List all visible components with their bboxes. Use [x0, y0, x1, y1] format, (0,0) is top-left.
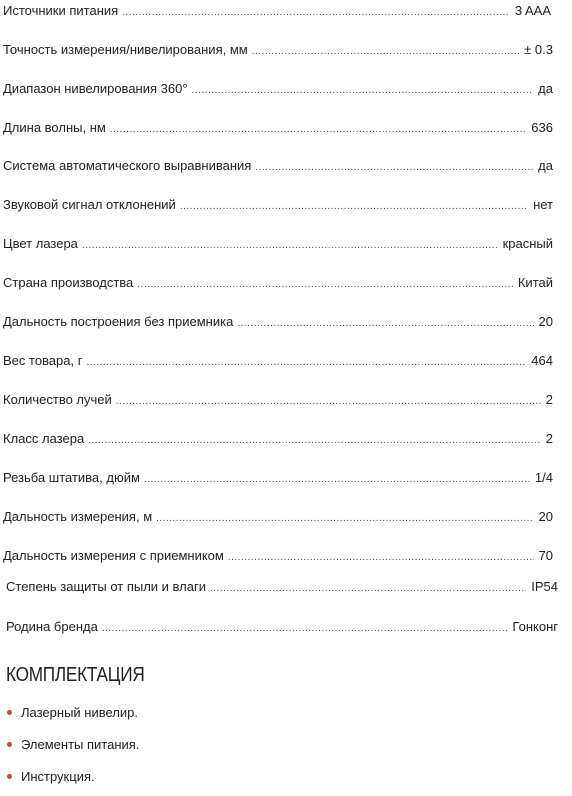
- spec-row: [3, 80, 553, 99]
- spec-value: 20: [538, 509, 553, 524]
- spec-value: 3 AAA: [514, 3, 551, 18]
- spec-row: [3, 41, 553, 60]
- spec-row: [3, 469, 553, 488]
- kit-section-title: КОМПЛЕКТАЦИЯ: [6, 664, 145, 686]
- kit-item-text: Инструкция.: [21, 769, 95, 784]
- leader-dots: [180, 198, 528, 215]
- leader-dots: [237, 315, 533, 332]
- spec-value: 2: [545, 392, 553, 407]
- leader-dots: [110, 121, 526, 138]
- leader-dots: [86, 354, 526, 371]
- spec-row: [3, 235, 553, 254]
- spec-name: Страна производства: [3, 275, 134, 290]
- leader-dots: [116, 393, 541, 410]
- spec-value: красный: [502, 236, 553, 251]
- spec-row: [3, 313, 553, 332]
- list-item: [7, 704, 138, 721]
- leader-dots: [122, 4, 510, 21]
- spec-name: Длина волны, нм: [3, 120, 106, 135]
- leader-dots: [102, 620, 508, 637]
- leader-dots: [82, 237, 498, 254]
- spec-name: Класс лазера: [3, 431, 85, 446]
- spec-row: [6, 578, 558, 597]
- spec-value: нет: [533, 197, 553, 212]
- spec-name: Точность измерения/нивелирования, мм: [3, 42, 248, 57]
- spec-value: да: [538, 81, 553, 96]
- spec-row: [3, 2, 551, 21]
- spec-name: Вес товара, г: [3, 353, 83, 368]
- list-item: [7, 768, 95, 785]
- spec-name: Дальность построения без приемника: [3, 314, 234, 329]
- spec-value: 636: [531, 120, 553, 135]
- bullet-icon: [7, 774, 12, 779]
- spec-name: Звуковой сигнал отклонений: [3, 197, 176, 212]
- kit-item-text: Элементы питания.: [21, 737, 140, 752]
- spec-value: Гонконг: [512, 619, 558, 634]
- spec-row: [3, 547, 553, 566]
- spec-name: Резьба штатива, дюйм: [3, 470, 140, 485]
- spec-name: Источники питания: [3, 3, 119, 18]
- spec-row: [3, 196, 553, 215]
- spec-value: Китай: [517, 275, 553, 290]
- spec-value: IP54: [531, 579, 558, 594]
- spec-row: [3, 119, 553, 138]
- spec-value: да: [538, 158, 553, 173]
- kit-item-text: Лазерный нивелир.: [21, 705, 138, 720]
- spec-row: [3, 274, 553, 293]
- spec-row: [3, 157, 553, 176]
- leader-dots: [156, 510, 533, 527]
- spec-name: Родина бренда: [6, 619, 98, 634]
- spec-name: Дальность измерения, м: [3, 509, 153, 524]
- bullet-icon: [7, 742, 12, 747]
- spec-name: Система автоматического выравнивания: [3, 158, 252, 173]
- spec-row: [6, 618, 558, 637]
- list-item: [7, 736, 139, 753]
- spec-name: Количество лучей: [3, 392, 112, 407]
- spec-value: 2: [545, 431, 553, 446]
- spec-name: Диапазон нивелирования 360°: [3, 81, 188, 96]
- spec-row: [3, 352, 553, 371]
- leader-dots: [144, 471, 530, 488]
- leader-dots: [137, 276, 513, 293]
- spec-value: 464: [531, 353, 553, 368]
- spec-row: [3, 508, 553, 527]
- spec-value: ± 0.3: [524, 42, 553, 57]
- bullet-icon: [7, 710, 12, 715]
- leader-dots: [228, 549, 534, 566]
- spec-row: [3, 391, 553, 410]
- spec-name: Дальность измерения с приемником: [3, 548, 224, 563]
- leader-dots: [210, 580, 526, 597]
- spec-value: 20: [538, 314, 553, 329]
- spec-name: Степень защиты от пыли и влаги: [6, 579, 206, 594]
- spec-row: [3, 430, 553, 449]
- leader-dots: [192, 82, 534, 99]
- spec-value: 1/4: [534, 470, 553, 485]
- leader-dots: [255, 159, 533, 176]
- spec-value: 70: [538, 548, 553, 563]
- spec-name: Цвет лазера: [3, 236, 78, 251]
- leader-dots: [252, 43, 519, 60]
- leader-dots: [88, 432, 541, 449]
